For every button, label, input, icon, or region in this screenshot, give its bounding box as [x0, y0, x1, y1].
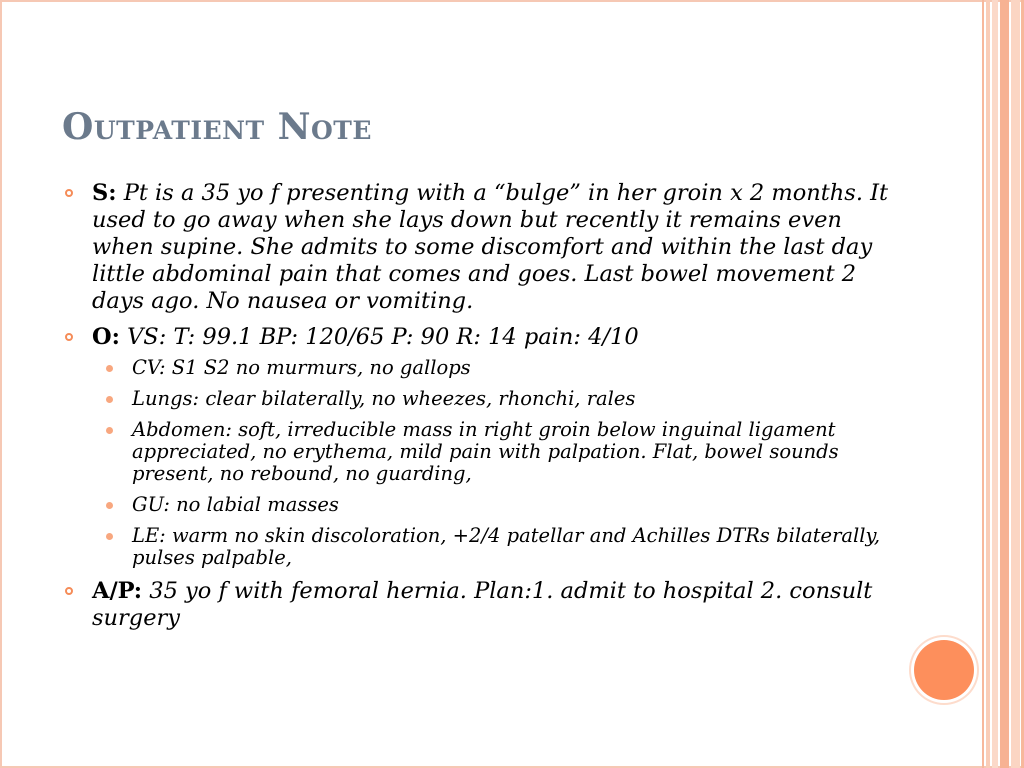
stripe	[1000, 0, 1009, 768]
dot-bullet-icon	[106, 396, 113, 403]
item-label: S:	[92, 180, 117, 206]
dot-bullet-icon	[106, 502, 113, 509]
objective-item	[62, 324, 892, 569]
dot-bullet-icon	[106, 533, 113, 540]
decorative-circle	[914, 640, 974, 700]
finding-text: GU: no labial masses	[132, 493, 339, 516]
list-item	[104, 357, 892, 379]
note-content	[62, 180, 892, 632]
list-item	[104, 494, 892, 516]
slide-title: Outpatient Note	[62, 106, 372, 148]
finding-text: CV: S1 S2 no murmurs, no gallops	[132, 356, 471, 379]
ring-bullet-icon	[65, 333, 73, 341]
item-text: 35 yo f with femoral hernia. Plan:1. admit to hospital 2. consult surgery	[92, 578, 873, 631]
list-item	[104, 419, 892, 485]
list-item	[104, 525, 892, 569]
finding-text: Abdomen: soft, irreducible mass in right groin below inguinal ligament appreciated, no erythema, mild pain with palpation. Flat, bowel sounds present, no rebound, no guarding,	[132, 418, 839, 485]
item-label: A/P:	[92, 578, 143, 604]
assessment-plan-item	[62, 578, 892, 632]
item-label: O:	[92, 324, 120, 350]
item-text: Pt is a 35 yo f presenting with a “bulge” in her groin x 2 months. It used to go away when she lays down but recently it remains even when supine. She admits to some discomfort and within the last day little abdominal pain that comes and goes. Last bowel movement 2 days ago. No nausea or vomiting.	[92, 180, 889, 314]
stripe	[982, 0, 984, 768]
stripe	[1011, 0, 1020, 768]
stripe	[986, 0, 990, 768]
dot-bullet-icon	[106, 365, 113, 372]
stripe	[992, 0, 998, 768]
ring-bullet-icon	[65, 189, 73, 197]
dot-bullet-icon	[106, 427, 113, 434]
list-item	[104, 388, 892, 410]
ring-bullet-icon	[65, 587, 73, 595]
finding-text: LE: warm no skin discoloration, +2/4 patellar and Achilles DTRs bilaterally, pulses palpable,	[132, 524, 881, 569]
decorative-stripes	[979, 0, 1024, 768]
exam-findings-list	[104, 357, 892, 569]
subjective-item	[62, 180, 892, 315]
item-text: VS: T: 99.1 BP: 120/65 P: 90 R: 14 pain: 4/10	[127, 324, 639, 350]
finding-text: Lungs: clear bilaterally, no wheezes, rhonchi, rales	[132, 387, 636, 410]
